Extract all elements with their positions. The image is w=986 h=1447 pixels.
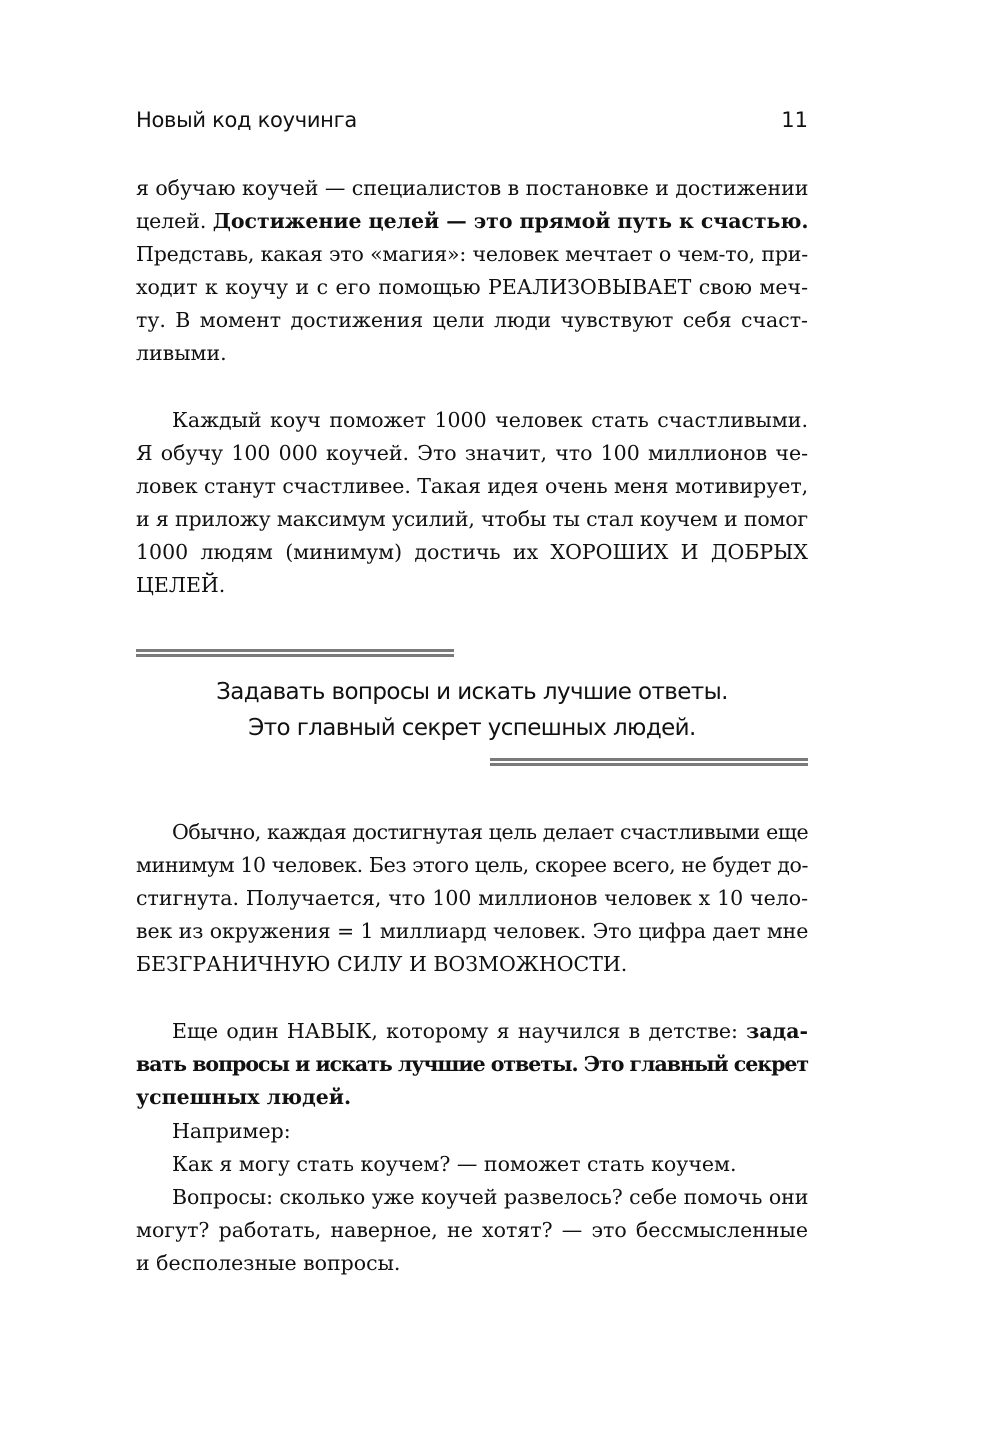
paragraph-3-line-5: БЕЗГРАНИЧНУЮ СИЛУ И ВОЗМОЖНОСТИ. xyxy=(136,952,628,976)
paragraph-7-line-1: Вопросы: сколько уже коучей развелось? себе помочь они xyxy=(172,1185,809,1209)
callout-line-2: Это главный секрет успешных людей. xyxy=(248,715,696,741)
paragraph-1-emphasis: Достижение целей — это прямой путь к счастью. xyxy=(212,209,809,233)
paragraph-1-text: целей. xyxy=(136,209,213,233)
paragraph-4-line-1 xyxy=(172,1015,808,1048)
paragraph-7-line-3: и бесполезные вопросы. xyxy=(136,1251,401,1275)
page-number: 11 xyxy=(781,108,808,132)
paragraph-4-emphasis-end: успешных людей. xyxy=(136,1085,352,1109)
paragraph-2-line-6: ЦЕЛЕЙ. xyxy=(136,573,226,597)
paragraph-1-line-3: Представь, какая это «магия»: человек мечтает о чем-то, при- xyxy=(136,242,808,266)
paragraph-1-line-5: ту. В момент достижения цели люди чувствуют себя счаст- xyxy=(136,308,808,332)
paragraph-3-line-2: минимум 10 человек. Без этого цель, скорее всего, не будет до- xyxy=(136,853,808,877)
paragraph-4-emphasis-start: зада- xyxy=(746,1019,808,1043)
paragraph-3-line-1: Обычно, каждая достигнутая цель делает счастливыми еще xyxy=(172,820,809,844)
paragraph-4-emphasis: вать вопросы и искать лучшие ответы. Это главный секрет xyxy=(136,1052,809,1076)
paragraph-2-line-4: и я приложу максимум усилий, чтобы ты стал коучем и помог xyxy=(136,507,808,531)
paragraph-1-line-2 xyxy=(136,205,808,238)
paragraph-3-line-3: стигнута. Получается, что 100 миллионов человек х 10 чело- xyxy=(136,886,808,910)
paragraph-2-line-2: Я обучу 100 000 коучей. Это значит, что 100 миллионов че- xyxy=(136,441,808,465)
callout-line-1: Задавать вопросы и искать лучшие ответы. xyxy=(216,679,728,705)
paragraph-4-line-3 xyxy=(136,1081,808,1114)
callout-top-rule xyxy=(136,649,454,657)
paragraph-4-line-2 xyxy=(136,1048,808,1081)
paragraph-3-line-4: век из окружения = 1 миллиард человек. Это цифра дает мне xyxy=(136,919,809,943)
running-head-title: Новый код коучинга xyxy=(136,108,357,132)
paragraph-1-line-1: я обучаю коучей — специалистов в постановке и достижении xyxy=(136,176,809,200)
paragraph-1-line-6: ливыми. xyxy=(136,341,227,365)
paragraph-1-line-4: ходит к коучу и с его помощью РЕАЛИЗОВЫВАЕТ свою меч- xyxy=(136,275,808,299)
paragraph-2-line-5: 1000 людям (минимум) достичь их ХОРОШИХ И ДОБРЫХ xyxy=(136,540,808,564)
paragraph-2-line-1: Каждый коуч поможет 1000 человек стать счастливыми. xyxy=(172,408,808,432)
paragraph-4-text: Еще один НАВЫК, которому я научился в детстве: xyxy=(172,1019,747,1043)
paragraph-7-line-2: могут? работать, наверное, не хотят? — это бессмысленные xyxy=(136,1218,808,1242)
paragraph-6-line-1: Как я могу стать коучем? — поможет стать коучем. xyxy=(172,1152,737,1176)
callout-bottom-rule xyxy=(490,758,808,766)
paragraph-2-line-3: ловек станут счастливее. Такая идея очень меня мотивирует, xyxy=(136,474,809,498)
paragraph-5-line-1: Например: xyxy=(172,1119,291,1143)
